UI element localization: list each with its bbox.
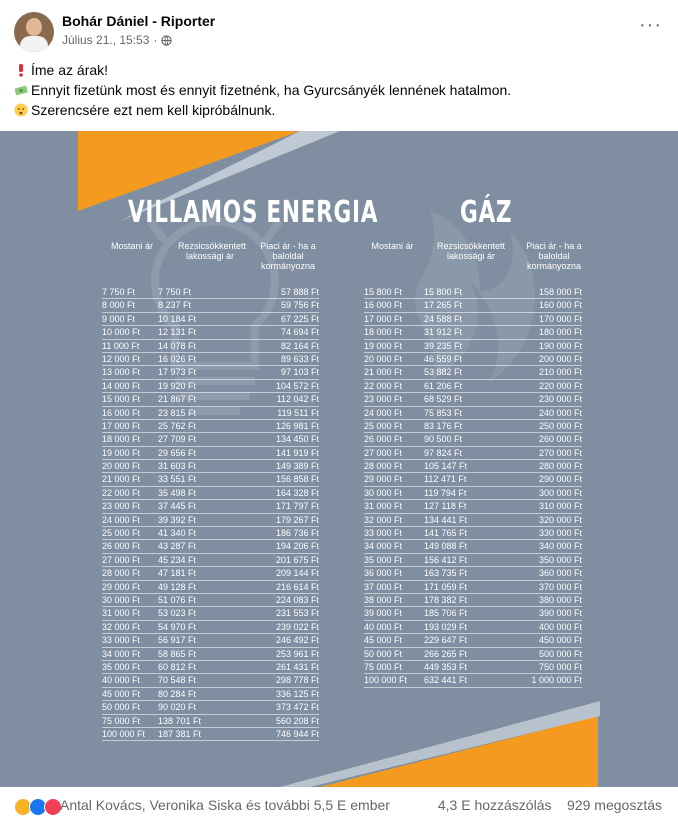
price-cell: 37 000 Ft xyxy=(364,581,403,592)
price-cell: 239 022 Ft xyxy=(275,621,319,632)
price-cell: 163 735 Ft xyxy=(424,568,468,579)
price-cell: 59 756 Ft xyxy=(280,300,319,311)
price-cell: 18 000 Ft xyxy=(364,327,403,338)
price-cell: 141 765 Ft xyxy=(424,528,468,539)
price-cell: 27 000 Ft xyxy=(364,447,403,458)
price-row xyxy=(102,540,319,553)
price-cell: 632 441 Ft xyxy=(424,675,468,686)
price-cell: 18 000 Ft xyxy=(102,434,141,445)
price-row xyxy=(102,661,319,674)
price-cell: 36 000 Ft xyxy=(364,568,403,579)
price-cell: 105 147 Ft xyxy=(424,461,468,472)
price-cell: 33 000 Ft xyxy=(102,635,141,646)
price-cell: 178 382 Ft xyxy=(424,594,468,605)
price-cell: 210 000 Ft xyxy=(538,367,582,378)
price-row xyxy=(364,621,582,634)
price-cell: 26 000 Ft xyxy=(364,434,403,445)
price-cell: 20 000 Ft xyxy=(364,353,403,364)
post-line-text: Íme az árak! xyxy=(31,62,109,78)
price-cell: 15 800 Ft xyxy=(364,287,403,297)
relieved-face-icon xyxy=(14,103,28,117)
price-cell: 31 000 Ft xyxy=(364,501,403,512)
post-time[interactable]: Július 21., 15:53 xyxy=(62,33,150,47)
price-cell: 21 867 Ft xyxy=(158,394,197,405)
price-cell: 229 647 Ft xyxy=(424,635,468,646)
price-cell: 373 472 Ft xyxy=(275,702,319,713)
price-cell: 149 088 Ft xyxy=(424,541,468,552)
price-cell: 32 000 Ft xyxy=(102,621,141,632)
price-cell: 185 706 Ft xyxy=(424,608,468,619)
price-row xyxy=(102,674,319,687)
price-row xyxy=(364,433,582,446)
price-cell: 449 353 Ft xyxy=(424,661,468,672)
post-header xyxy=(0,0,678,58)
price-cell: 57 888 Ft xyxy=(280,287,319,297)
price-cell: 126 981 Ft xyxy=(275,420,319,431)
post-text xyxy=(14,60,511,120)
price-cell: 45 000 Ft xyxy=(102,688,141,699)
price-cell: 450 000 Ft xyxy=(538,635,582,646)
reaction-icons[interactable] xyxy=(14,798,59,816)
price-cell: 40 000 Ft xyxy=(102,675,141,686)
electricity-price-table xyxy=(102,286,319,741)
price-cell: 35 498 Ft xyxy=(158,487,197,498)
price-cell: 75 000 Ft xyxy=(102,715,141,726)
price-infographic[interactable] xyxy=(0,131,678,787)
price-cell: 46 559 Ft xyxy=(424,353,463,364)
price-cell: 90 500 Ft xyxy=(424,434,463,445)
price-cell: 320 000 Ft xyxy=(538,514,582,525)
price-cell: 112 042 Ft xyxy=(276,394,319,405)
money-icon xyxy=(14,83,28,97)
price-cell: 360 000 Ft xyxy=(538,568,582,579)
price-cell: 43 287 Ft xyxy=(158,541,197,552)
price-row xyxy=(364,407,582,420)
price-cell: 32 000 Ft xyxy=(364,514,403,525)
price-cell: 12 000 Ft xyxy=(102,353,141,364)
price-row xyxy=(102,514,319,527)
price-cell: 29 000 Ft xyxy=(364,474,403,485)
comment-count[interactable]: 4,3 E hozzászólás xyxy=(437,797,552,813)
price-cell: 270 000 Ft xyxy=(538,447,582,458)
price-row xyxy=(102,634,319,647)
post-line-text: Szerencsére ezt nem kell kipróbálnunk. xyxy=(31,102,276,118)
post-line-text: Ennyit fizetünk most és ennyit fizetnénk, ha Gyurcsányék lennének hatalmon. xyxy=(31,82,512,98)
price-cell: 560 208 Ft xyxy=(275,715,319,726)
price-row xyxy=(364,353,582,366)
exclamation-icon xyxy=(14,63,28,77)
price-cell: 261 431 Ft xyxy=(275,661,319,672)
price-row xyxy=(102,299,319,312)
price-cell: 17 000 Ft xyxy=(364,313,403,324)
price-row xyxy=(364,286,582,299)
price-row xyxy=(364,366,582,379)
price-cell: 134 450 Ft xyxy=(275,434,319,445)
price-cell: 230 000 Ft xyxy=(538,394,582,405)
price-cell: 70 548 Ft xyxy=(158,675,197,686)
price-cell: 17 000 Ft xyxy=(102,420,141,431)
price-cell: 14 078 Ft xyxy=(158,340,197,351)
price-cell: 19 000 Ft xyxy=(102,447,141,458)
price-row xyxy=(364,326,582,339)
price-row xyxy=(364,674,582,687)
price-row xyxy=(364,554,582,567)
price-cell: 19 920 Ft xyxy=(158,380,197,391)
price-cell: 40 000 Ft xyxy=(364,621,403,632)
price-cell: 220 000 Ft xyxy=(538,380,582,391)
price-cell: 104 572 Ft xyxy=(275,380,319,391)
globe-icon xyxy=(161,35,172,46)
price-cell: 15 000 Ft xyxy=(102,394,141,405)
price-row xyxy=(364,514,582,527)
price-cell: 17 973 Ft xyxy=(158,367,197,378)
price-cell: 25 762 Ft xyxy=(158,420,197,431)
price-cell: 290 000 Ft xyxy=(538,474,582,485)
price-cell: 97 103 Ft xyxy=(280,367,319,378)
post-footer xyxy=(0,787,678,821)
price-row xyxy=(364,299,582,312)
price-cell: 16 026 Ft xyxy=(158,353,197,364)
price-cell: 23 815 Ft xyxy=(158,407,197,418)
price-row xyxy=(364,661,582,674)
price-row xyxy=(102,554,319,567)
price-cell: 10 184 Ft xyxy=(158,313,197,324)
price-cell: 31 912 Ft xyxy=(424,327,463,338)
price-row xyxy=(102,353,319,366)
price-cell: 158 000 Ft xyxy=(538,287,582,297)
gas-title: GÁZ xyxy=(460,195,513,230)
price-cell: 240 000 Ft xyxy=(538,407,582,418)
price-row xyxy=(102,447,319,460)
price-cell: 164 328 Ft xyxy=(275,487,319,498)
price-cell: 22 000 Ft xyxy=(364,380,403,391)
price-cell: 24 588 Ft xyxy=(424,313,463,324)
price-cell: 39 392 Ft xyxy=(158,514,197,525)
price-cell: 194 206 Ft xyxy=(275,541,319,552)
price-cell: 82 164 Ft xyxy=(280,340,319,351)
price-cell: 119 511 Ft xyxy=(277,407,319,418)
price-cell: 156 858 Ft xyxy=(275,474,319,485)
price-cell: 23 000 Ft xyxy=(102,501,141,512)
price-cell: 37 445 Ft xyxy=(158,501,197,512)
price-cell: 266 265 Ft xyxy=(424,648,468,659)
price-cell: 83 176 Ft xyxy=(424,420,463,431)
price-cell: 30 000 Ft xyxy=(102,594,141,605)
price-cell: 15 800 Ft xyxy=(424,287,463,297)
price-cell: 187 381 Ft xyxy=(158,728,202,739)
price-row xyxy=(364,420,582,433)
price-cell: 12 131 Ft xyxy=(158,327,197,338)
price-cell: 53 023 Ft xyxy=(158,608,197,619)
avatar[interactable] xyxy=(14,12,54,52)
price-row xyxy=(102,313,319,326)
price-cell: 350 000 Ft xyxy=(538,554,582,565)
price-cell: 390 000 Ft xyxy=(538,608,582,619)
price-row xyxy=(102,460,319,473)
price-row xyxy=(102,393,319,406)
price-row xyxy=(364,447,582,460)
price-row xyxy=(102,326,319,339)
price-cell: 47 181 Ft xyxy=(158,568,197,579)
price-cell: 31 000 Ft xyxy=(102,608,141,619)
author-name[interactable]: Bohár Dániel - Riporter xyxy=(62,13,216,29)
price-row xyxy=(102,380,319,393)
price-cell: 19 000 Ft xyxy=(364,340,403,351)
price-cell: 380 000 Ft xyxy=(538,594,582,605)
electricity-title: VILLAMOS ENERGIA xyxy=(128,195,379,230)
price-row xyxy=(102,500,319,513)
price-row xyxy=(102,728,319,741)
price-cell: 100 000 Ft xyxy=(102,728,146,739)
reactor-names[interactable]: Antal Kovács, Veronika Siska és további 5,5 E ember xyxy=(60,797,390,813)
price-cell: 35 000 Ft xyxy=(102,661,141,672)
price-cell: 97 824 Ft xyxy=(424,447,463,458)
price-cell: 170 000 Ft xyxy=(538,313,582,324)
price-row xyxy=(102,340,319,353)
price-cell: 28 000 Ft xyxy=(364,461,403,472)
price-cell: 156 412 Ft xyxy=(424,554,468,565)
price-cell: 45 000 Ft xyxy=(364,635,403,646)
price-cell: 310 000 Ft xyxy=(538,501,582,512)
price-cell: 186 736 Ft xyxy=(275,528,319,539)
price-row xyxy=(102,567,319,580)
price-cell: 49 128 Ft xyxy=(158,581,197,592)
price-row xyxy=(364,393,582,406)
price-cell: 224 083 Ft xyxy=(275,594,319,605)
price-cell: 28 000 Ft xyxy=(102,568,141,579)
price-cell: 280 000 Ft xyxy=(538,461,582,472)
price-cell: 112 471 Ft xyxy=(424,474,467,485)
gas-header-market: Piaci ár - ha a baloldal kormányozna xyxy=(526,241,582,271)
price-cell: 34 000 Ft xyxy=(102,648,141,659)
price-row xyxy=(102,621,319,634)
price-cell: 750 000 Ft xyxy=(538,661,582,672)
price-cell: 370 000 Ft xyxy=(538,581,582,592)
price-cell: 35 000 Ft xyxy=(364,554,403,565)
price-cell: 298 778 Ft xyxy=(275,675,319,686)
price-row xyxy=(364,473,582,486)
electricity-header-reduced: Rezsicsökkentett lakossági ár xyxy=(178,241,247,261)
post-line xyxy=(14,80,511,100)
price-cell: 33 000 Ft xyxy=(364,528,403,539)
price-row xyxy=(102,473,319,486)
price-cell: 8 000 Ft xyxy=(102,300,136,311)
price-cell: 260 000 Ft xyxy=(538,434,582,445)
more-options-icon[interactable]: ··· xyxy=(639,14,662,36)
price-cell: 400 000 Ft xyxy=(538,621,582,632)
price-row xyxy=(364,540,582,553)
price-row xyxy=(102,594,319,607)
price-cell: 25 000 Ft xyxy=(364,420,403,431)
price-cell: 31 603 Ft xyxy=(158,461,197,472)
price-row xyxy=(102,487,319,500)
price-cell: 134 441 Ft xyxy=(424,514,468,525)
price-row xyxy=(102,648,319,661)
price-cell: 340 000 Ft xyxy=(538,541,582,552)
price-cell: 11 000 Ft xyxy=(102,340,140,351)
price-cell: 80 284 Ft xyxy=(158,688,197,699)
price-row xyxy=(102,688,319,701)
price-cell: 209 144 Ft xyxy=(275,568,319,579)
post-meta: Július 21., 15:53 · xyxy=(62,33,172,47)
price-cell: 190 000 Ft xyxy=(538,340,582,351)
price-cell: 193 029 Ft xyxy=(424,621,468,632)
price-cell: 16 000 Ft xyxy=(364,300,403,311)
price-cell: 1 000 000 Ft xyxy=(531,675,582,686)
price-cell: 25 000 Ft xyxy=(102,528,141,539)
price-cell: 34 000 Ft xyxy=(364,541,403,552)
post-line xyxy=(14,60,511,80)
price-cell: 53 882 Ft xyxy=(424,367,463,378)
price-cell: 75 853 Ft xyxy=(424,407,463,418)
price-cell: 10 000 Ft xyxy=(102,327,141,338)
price-cell: 38 000 Ft xyxy=(364,594,403,605)
price-row xyxy=(102,607,319,620)
price-cell: 171 059 Ft xyxy=(424,581,468,592)
price-cell: 127 118 Ft xyxy=(424,501,467,512)
price-cell: 89 633 Ft xyxy=(280,353,319,364)
price-cell: 29 656 Ft xyxy=(158,447,197,458)
price-cell: 300 000 Ft xyxy=(538,487,582,498)
price-cell: 231 553 Ft xyxy=(275,608,319,619)
gas-header-reduced: Rezsicsökkentett lakossági ár xyxy=(436,241,506,261)
price-row xyxy=(102,527,319,540)
price-cell: 50 000 Ft xyxy=(364,648,403,659)
price-cell: 336 125 Ft xyxy=(275,688,319,699)
price-row xyxy=(364,567,582,580)
price-cell: 8 237 Ft xyxy=(158,300,192,311)
price-cell: 29 000 Ft xyxy=(102,581,141,592)
post-line xyxy=(14,100,511,120)
price-row xyxy=(364,460,582,473)
price-row xyxy=(364,634,582,647)
price-cell: 27 000 Ft xyxy=(102,554,141,565)
price-cell: 253 961 Ft xyxy=(275,648,319,659)
price-cell: 171 797 Ft xyxy=(275,501,319,512)
price-row xyxy=(364,527,582,540)
price-cell: 60 812 Ft xyxy=(158,661,197,672)
price-cell: 16 000 Ft xyxy=(102,407,141,418)
price-cell: 56 917 Ft xyxy=(158,635,197,646)
price-cell: 216 614 Ft xyxy=(275,581,319,592)
price-cell: 180 000 Ft xyxy=(538,327,582,338)
price-cell: 30 000 Ft xyxy=(364,487,403,498)
price-cell: 22 000 Ft xyxy=(102,487,141,498)
price-cell: 33 551 Ft xyxy=(158,474,197,485)
price-cell: 13 000 Ft xyxy=(102,367,141,378)
price-row xyxy=(102,701,319,714)
price-cell: 200 000 Ft xyxy=(538,353,582,364)
price-cell: 14 000 Ft xyxy=(102,380,141,391)
price-cell: 39 235 Ft xyxy=(424,340,463,351)
price-cell: 68 529 Ft xyxy=(424,394,463,405)
price-cell: 17 265 Ft xyxy=(424,300,463,311)
price-cell: 45 234 Ft xyxy=(158,554,197,565)
price-cell: 330 000 Ft xyxy=(538,528,582,539)
price-cell: 41 340 Ft xyxy=(158,528,197,539)
price-row xyxy=(364,487,582,500)
price-cell: 21 000 Ft xyxy=(364,367,403,378)
price-cell: 500 000 Ft xyxy=(538,648,582,659)
price-cell: 9 000 Ft xyxy=(102,313,136,324)
price-cell: 7 750 Ft xyxy=(158,287,192,297)
price-cell: 246 492 Ft xyxy=(275,635,319,646)
price-cell: 26 000 Ft xyxy=(102,541,141,552)
price-cell: 67 225 Ft xyxy=(280,313,319,324)
price-cell: 39 000 Ft xyxy=(364,608,403,619)
price-cell: 24 000 Ft xyxy=(364,407,403,418)
price-cell: 50 000 Ft xyxy=(102,702,141,713)
price-cell: 141 919 Ft xyxy=(275,447,319,458)
price-row xyxy=(102,366,319,379)
price-cell: 27 709 Ft xyxy=(158,434,197,445)
price-row xyxy=(364,340,582,353)
price-row xyxy=(102,433,319,446)
price-cell: 746 944 Ft xyxy=(275,728,319,739)
share-count[interactable]: 929 megosztás xyxy=(567,797,662,813)
price-cell: 74 694 Ft xyxy=(280,327,319,338)
price-cell: 61 206 Ft xyxy=(424,380,463,391)
price-cell: 24 000 Ft xyxy=(102,514,141,525)
price-row xyxy=(102,420,319,433)
gas-price-table xyxy=(364,286,582,688)
price-row xyxy=(364,380,582,393)
price-cell: 7 750 Ft xyxy=(102,287,136,297)
price-cell: 51 076 Ft xyxy=(158,594,197,605)
price-cell: 138 701 Ft xyxy=(158,715,202,726)
price-cell: 75 000 Ft xyxy=(364,661,403,672)
price-cell: 149 389 Ft xyxy=(275,461,319,472)
price-cell: 54 970 Ft xyxy=(158,621,197,632)
price-cell: 20 000 Ft xyxy=(102,461,141,472)
price-cell: 90 020 Ft xyxy=(158,702,197,713)
price-row xyxy=(102,715,319,728)
gas-header-current: Mostani ár xyxy=(371,241,414,251)
price-cell: 23 000 Ft xyxy=(364,394,403,405)
price-row xyxy=(102,581,319,594)
price-row xyxy=(364,581,582,594)
price-cell: 21 000 Ft xyxy=(102,474,141,485)
electricity-header-market: Piaci ár - ha a baloldal kormányozna xyxy=(260,241,316,271)
price-row xyxy=(102,286,319,299)
price-cell: 160 000 Ft xyxy=(538,300,582,311)
price-row xyxy=(364,313,582,326)
price-cell: 201 675 Ft xyxy=(275,554,319,565)
price-row xyxy=(364,648,582,661)
price-cell: 100 000 Ft xyxy=(364,675,408,686)
price-cell: 58 865 Ft xyxy=(158,648,197,659)
price-row xyxy=(364,594,582,607)
price-row xyxy=(102,407,319,420)
price-cell: 250 000 Ft xyxy=(538,420,582,431)
price-cell: 119 794 Ft xyxy=(424,487,467,498)
post-stats xyxy=(438,797,662,813)
electricity-header-current: Mostani ár xyxy=(110,241,154,251)
price-row xyxy=(364,500,582,513)
price-cell: 179 267 Ft xyxy=(275,514,319,525)
price-row xyxy=(364,607,582,620)
